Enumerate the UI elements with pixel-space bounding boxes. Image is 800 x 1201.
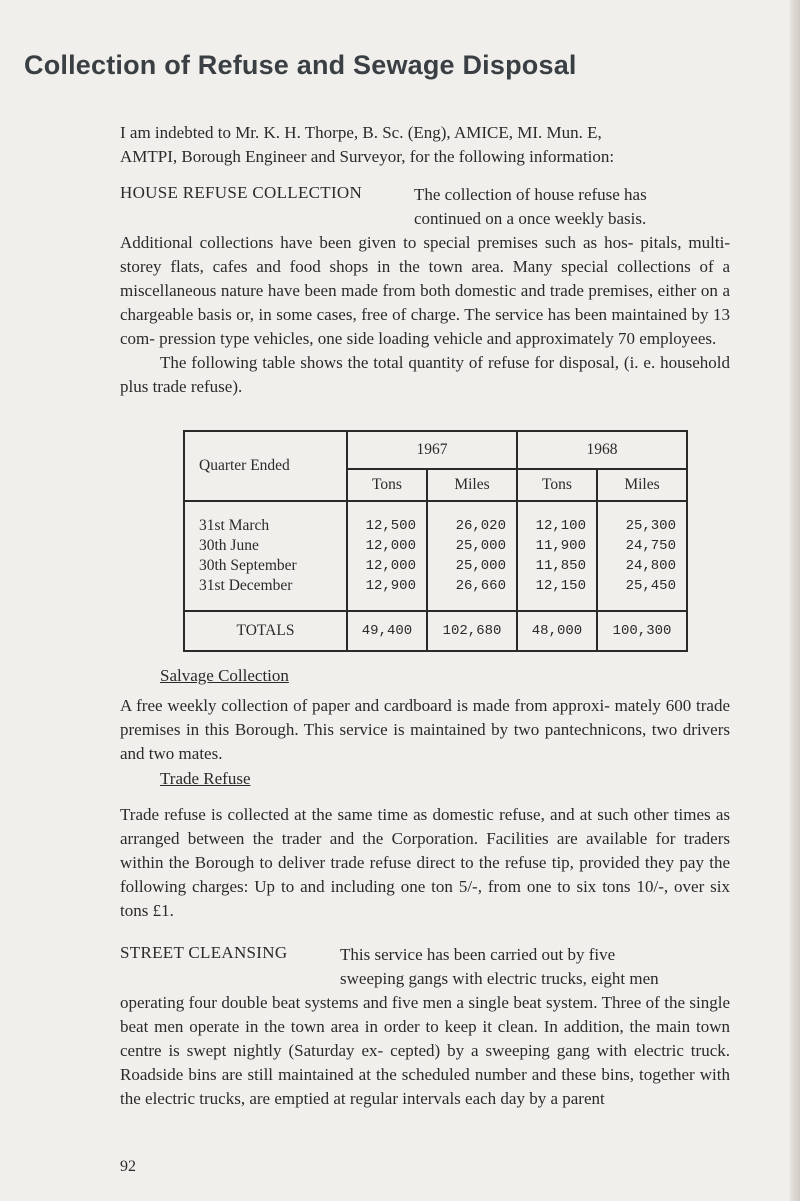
refuse-quantity-table: [183, 430, 688, 652]
tons-1968-cell: 11,900: [517, 536, 597, 556]
miles-1967-cell: 26,020: [427, 501, 517, 536]
salvage-paragraph: A free weekly collection of paper and cardboard is made from approxi- mately 600 trade premises in this Borough. This service is maintained by two pantechnicons, two drivers and two mates.: [120, 696, 730, 763]
salvage-section: [120, 664, 730, 766]
miles-1968-cell: 25,450: [597, 576, 687, 611]
table-row: [184, 576, 687, 611]
trade-paragraph: Trade refuse is collected at the same time as domestic refuse, and at such other times as arranged between the trader and the Corporation. Facilities are available for traders within the Borough to deliver trade refuse direct to the refuse tip, provided they pay the following charges: Up to and including one ton 5/-, from one to six tons 10/-, over six tons £1.: [120, 805, 730, 920]
miles-1967-cell: 25,000: [427, 536, 517, 556]
street-cleansing-body: [120, 991, 730, 1111]
year-1967-header: 1967: [347, 431, 517, 469]
table-row: [184, 536, 687, 556]
quarter-cell: 31st March: [184, 501, 347, 536]
salvage-heading: Salvage Collection: [160, 666, 289, 685]
quarter-cell: 30th June: [184, 536, 347, 556]
tons-1967-cell: 12,500: [347, 501, 427, 536]
trade-heading: Trade Refuse: [160, 769, 251, 788]
house-refuse-intro: [414, 183, 730, 231]
miles-1968-cell: 24,800: [597, 556, 687, 576]
tons-1968-cell: 12,100: [517, 501, 597, 536]
house-refuse-paragraph: Additional collections have been given to special premises such as hos- pitals, multi-storey flats, cafes and food shops in the town area. Many special collections of a miscellaneous nature have been made from both domestic and trade premises, either on a chargeable basis or, in some cases, free of charge. The service has been maintained by 13 com- pression type vehicles, one side loading vehicle and approximately 70 employees.: [120, 233, 730, 348]
house-refuse-intro-line-2: continued on a once weekly basis.: [414, 209, 647, 228]
tons-1968-cell: 11,850: [517, 556, 597, 576]
tons-1968-header: Tons: [517, 469, 597, 501]
table-row: [184, 556, 687, 576]
miles-1968-cell: 24,750: [597, 536, 687, 556]
tons-1968-cell: 12,150: [517, 576, 597, 611]
miles-1967-cell: 25,000: [427, 556, 517, 576]
quarter-ended-header: Quarter Ended: [184, 431, 347, 501]
page-number: 92: [120, 1158, 136, 1175]
intro-paragraph: [120, 121, 730, 169]
tons-1967-header: Tons: [347, 469, 427, 501]
miles-1967-header: Miles: [427, 469, 517, 501]
tons-1967-cell: 12,900: [347, 576, 427, 611]
street-cleansing-intro: [340, 943, 740, 991]
totals-label: TOTALS: [184, 611, 347, 651]
house-refuse-intro-line-1: The collection of house refuse has: [414, 185, 647, 204]
table-row: [184, 501, 687, 536]
trade-section: [120, 767, 730, 923]
totals-miles-1968: 100,300: [597, 611, 687, 651]
miles-1968-header: Miles: [597, 469, 687, 501]
table-header-row: [184, 431, 687, 469]
house-refuse-heading: HOUSE REFUSE COLLECTION: [120, 183, 363, 202]
table-intro-paragraph: The following table shows the total quantity of refuse for disposal, (i. e. household plus trade refuse).: [120, 353, 730, 396]
totals-row: [184, 611, 687, 651]
street-cleansing-paragraph: operating four double beat systems and five men a single beat system. Three of the single beat men operate in the town area in order to keep it clean. In addition, the main town centre is swept nightly (Saturday ex- cepted) by a sweeping gang with electric truck. Roadside bins are still maintained at the scheduled number and these bins, together with the electric trucks, are emptied at regular intervals each day by a parent: [120, 993, 730, 1108]
street-cleansing-heading: STREET CLEANSING: [120, 943, 288, 962]
quarter-cell: 30th September: [184, 556, 347, 576]
street-intro-line-2: sweeping gangs with electric trucks, eight men: [340, 969, 659, 988]
intro-line-2: AMTPI, Borough Engineer and Surveyor, for the following information:: [120, 147, 615, 166]
miles-1967-cell: 26,660: [427, 576, 517, 611]
tons-1967-cell: 12,000: [347, 556, 427, 576]
intro-line-1: I am indebted to Mr. K. H. Thorpe, B. Sc. (Eng), AMICE, MI. Mun. E,: [120, 123, 602, 142]
tons-1967-cell: 12,000: [347, 536, 427, 556]
quarter-cell: 31st December: [184, 576, 347, 611]
street-intro-line-1: This service has been carried out by five: [340, 945, 616, 964]
totals-miles-1967: 102,680: [427, 611, 517, 651]
page-title: Collection of Refuse and Sewage Disposal: [24, 50, 577, 80]
page-edge: [790, 0, 800, 1201]
year-1968-header: 1968: [517, 431, 687, 469]
miles-1968-cell: 25,300: [597, 501, 687, 536]
totals-tons-1968: 48,000: [517, 611, 597, 651]
house-refuse-body: [120, 231, 730, 399]
totals-tons-1967: 49,400: [347, 611, 427, 651]
